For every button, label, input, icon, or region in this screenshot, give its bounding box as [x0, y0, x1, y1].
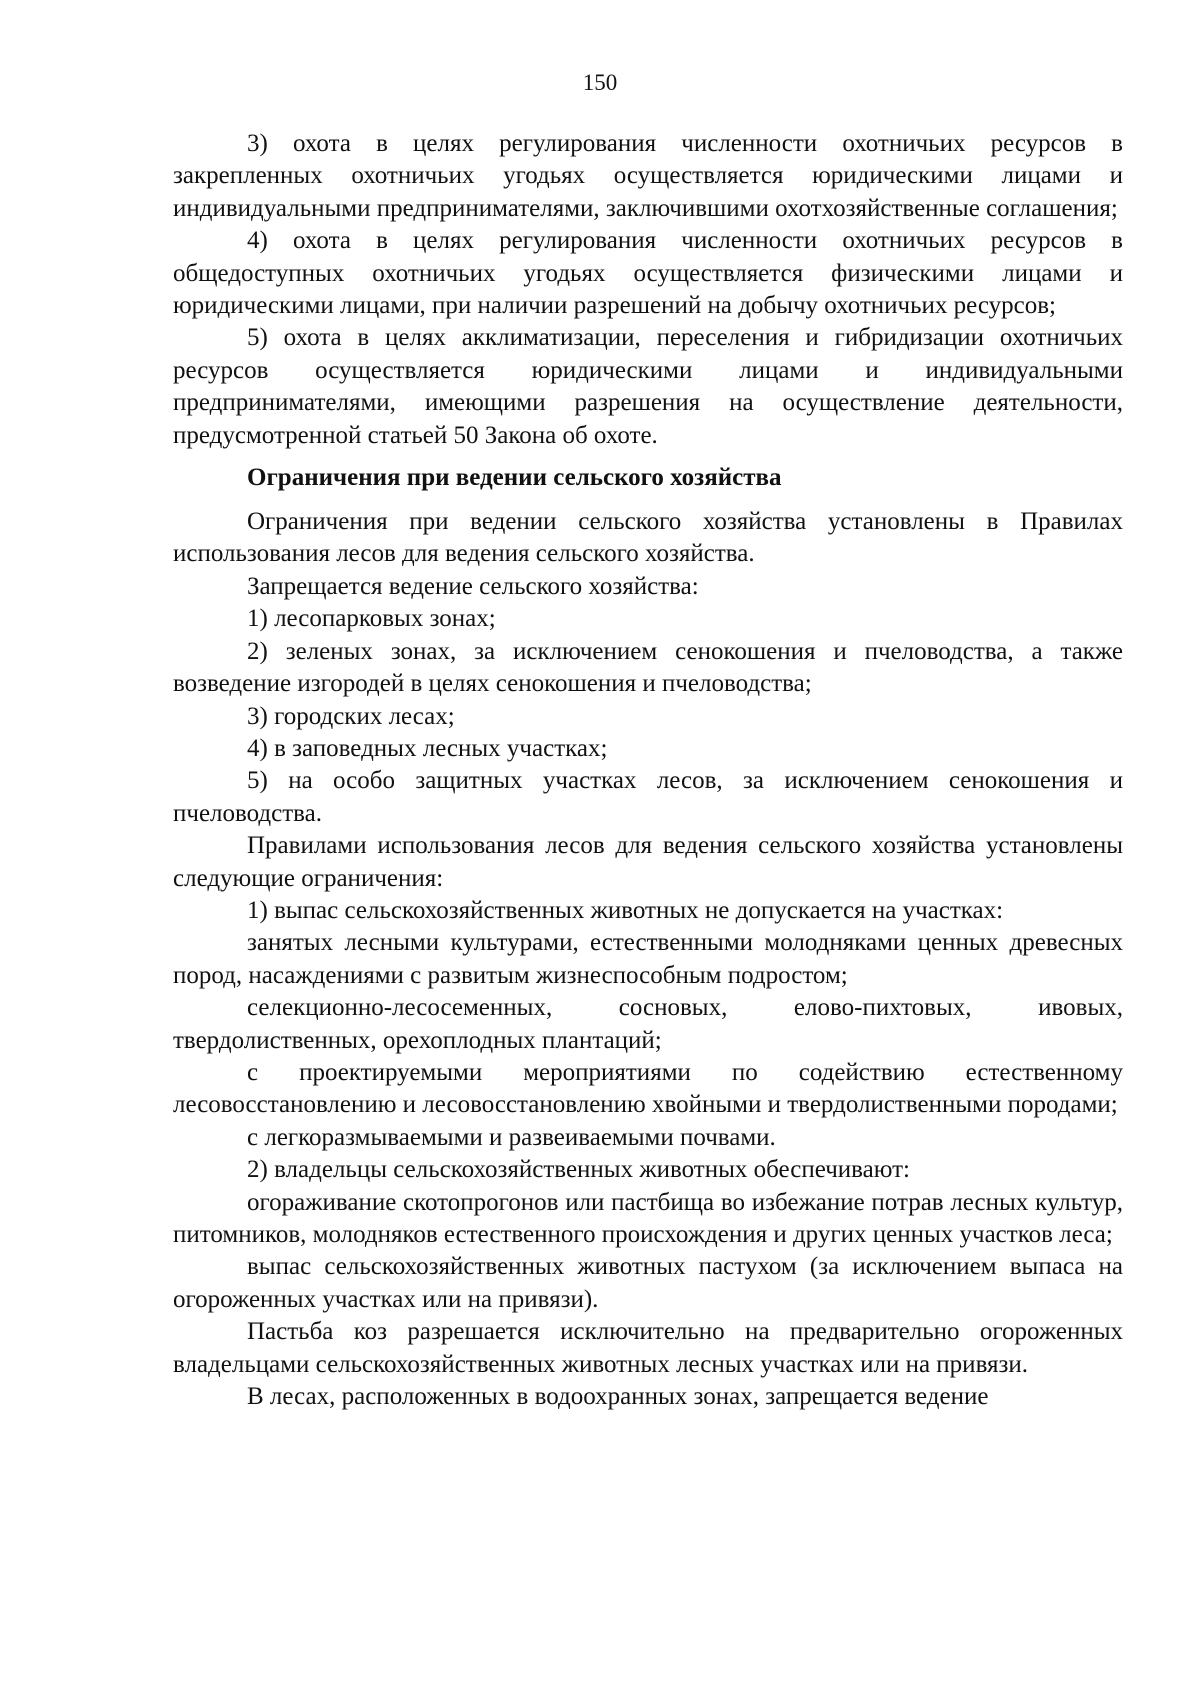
paragraph: 4) охота в целях регулирования численности охотничьих ресурсов в общедоступных охотничьих угодьях осуществляется физическими лицами и юридическими лицами, при наличии разрешений на добычу охотничьих ресурсов; — [173, 227, 1123, 320]
paragraph: 3) охота в целях регулирования численности охотничьих ресурсов в закрепленных охотничьих угодьях осуществляется юридическими лицами и индивидуальными предпринимателями, заключившими охотхозяйственные соглашения; — [173, 130, 1123, 222]
list-item: 5) на особо защитных участках лесов, за исключением сенокошения и пчеловодства. — [173, 767, 1123, 827]
list-item: 1) выпас сельскохозяйственных животных не допускается на участках: — [247, 896, 1004, 924]
paragraph: Правилами использования лесов для ведения сельского хозяйства установлены следующие ограничения: — [173, 832, 1123, 892]
sub-item: селекционно-лесосеменных, сосновых, елово-пихтовых, ивовых, твердолиственных, орехоплодных плантаций; — [173, 994, 1123, 1054]
list-item: 4) в заповедных лесных участках; — [247, 734, 608, 762]
page-number: 150 — [582, 70, 618, 95]
list-item: 2) зеленых зонах, за исключением сенокошения и пчеловодства, а также возведение изгородей в целях сенокошения и пчеловодства; — [173, 637, 1123, 698]
document-body — [173, 128, 1123, 1413]
section-heading: Ограничения при ведении сельского хозяйства — [247, 464, 782, 492]
sub-item: занятых лесными культурами, естественными молодняками ценных древесных пород, насаждениями с развитым жизнеспособным подростом; — [173, 929, 1123, 989]
sub-item: огораживание скотопрогонов или пастбища во избежание потрав лесных культур, питомников, молодняков естественного происхождения и других ценных участков леса; — [173, 1188, 1123, 1248]
list-item: 2) владельцы сельскохозяйственных животных обеспечивают: — [247, 1156, 910, 1184]
paragraph: 5) охота в целях акклиматизации, переселения и гибридизации охотничьих ресурсов осуществляется юридическими лицами и индивидуальными предпринимателями, имеющими разрешения на осуществление деятельности, предусмотренной статьей 50 Закона об охоте. — [173, 324, 1123, 449]
list-item: 3) городских лесах; — [247, 702, 455, 730]
paragraph: Запрещается ведение сельского хозяйства: — [247, 572, 699, 600]
sub-item: с легкоразмываемыми и развеиваемыми почвами. — [247, 1123, 776, 1151]
paragraph: Пастьба коз разрешается исключительно на предварительно огороженных владельцами сельскохозяйственных животных лесных участках или на привязи. — [173, 1318, 1123, 1378]
list-item: 1) лесопарковых зонах; — [247, 605, 496, 633]
sub-item: выпас сельскохозяйственных животных пастухом (за исключением выпаса на огороженных участках или на привязи). — [173, 1253, 1123, 1313]
sub-item: с проектируемыми мероприятиями по содействию естественному лесовосстановлению и лесовосстановлению хвойными и твердолиственными породами; — [173, 1058, 1123, 1119]
paragraph: В лесах, расположенных в водоохранных зонах, запрещается ведение — [247, 1383, 989, 1411]
paragraph: Ограничения при ведении сельского хозяйства установлены в Правилах использования лесов для ведения сельского хозяйства. — [173, 508, 1123, 568]
